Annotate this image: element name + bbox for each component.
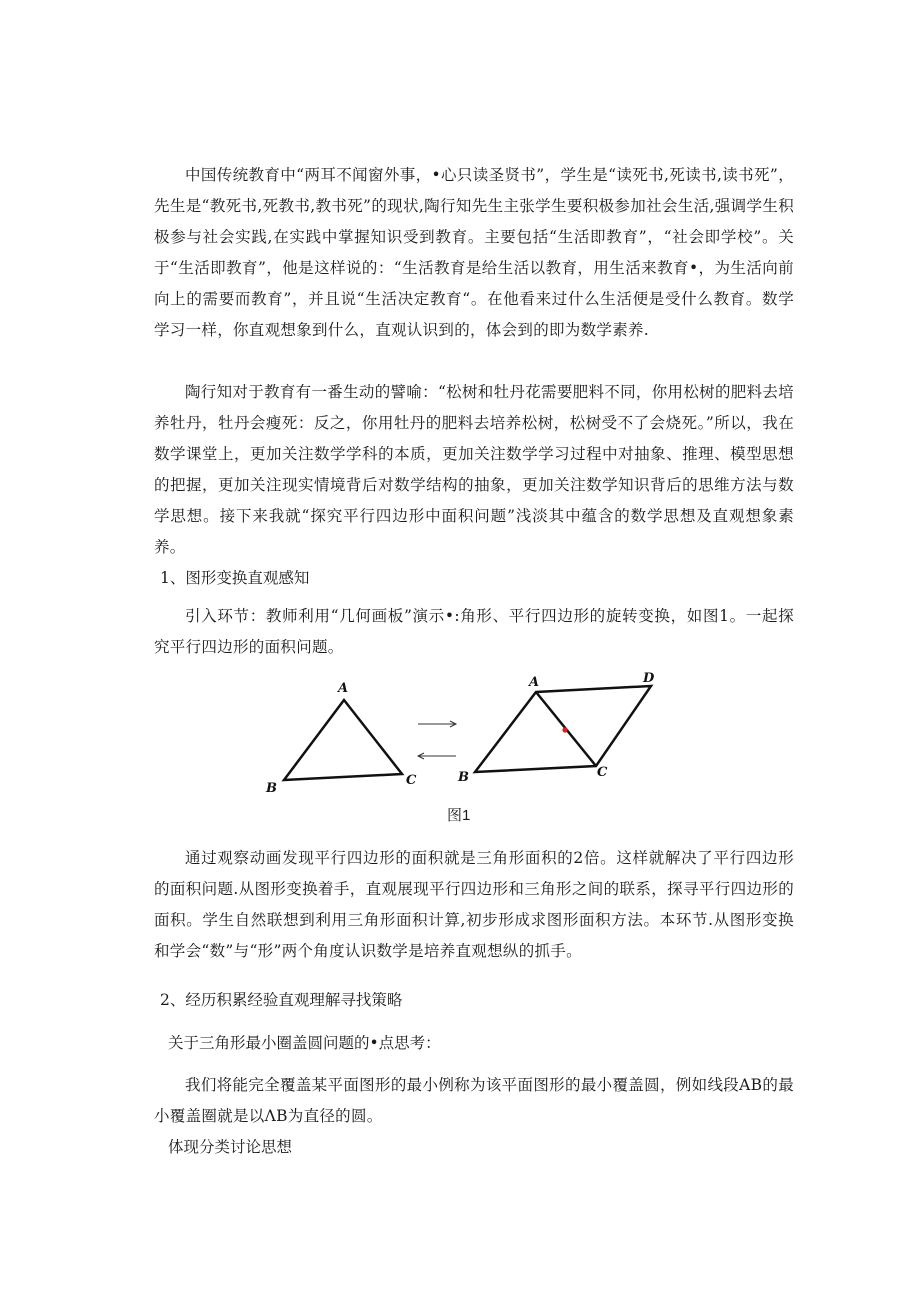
label-right-c: C — [597, 765, 608, 780]
right-arrow-icon — [418, 721, 456, 727]
label-right-b: B — [458, 770, 469, 785]
label-right-a: A — [529, 675, 540, 690]
figure-1 — [260, 672, 680, 800]
left-arrow-icon — [418, 753, 456, 759]
label-left-b: B — [266, 781, 277, 796]
label-right-d: D — [643, 672, 655, 686]
section-heading-2: 2、经历积累经验直观理解寻找策略 — [160, 991, 403, 1009]
paragraph-covering-circle-definition: 我们将能完全覆盖某平面图形的最小例称为该平面图形的最小覆盖圆，例如线段AB的最小覆盖圈就是以ΛB为直径的圆。 — [154, 1076, 794, 1125]
paragraph-covering-circle-intro: 关于三角形最小圈盖圆问题的•点思考： — [168, 1034, 441, 1052]
paragraph-classification-idea: 体现分类讨论思想 — [168, 1138, 293, 1156]
paragraph-intro: 中国传统教育中“两耳不闻窗外事，•心只读圣贤书”，学生是“读死书,死读书,读书死”，先生是“教死书,死教书,教书死”的现状,陶行知先生主张学生要积极参加社会生活,强调学生积极参与社会实践,在实践中掌握知识受到教育。主要包括“生活即教育”，“社会即学校”。关于“生活即教育”，他是这样说的：“生活教育是给生活以教育，用生活来教育•，为生活向前向上的需要而教育”，并且说“生活决定教育“。在他看来过什么生活便是受什么教育。数学学习一样，你直观想象到什么，直观认识到的，体会到的即为数学素养. — [154, 166, 794, 339]
figure-1-diagram — [260, 672, 680, 800]
label-left-a: A — [338, 681, 349, 696]
paragraph-figure-intro: 引入环节：教师利用“几何画板”演示•:角形、平行四边形的旋转变换，如图1。一起探究平行四边形的面积问题。 — [154, 607, 794, 656]
paragraph-tao-metaphor: 陶行知对于教育有一番生动的譬喻：“松树和牡丹花需要肥料不同，你用松树的肥料去培养牡丹，牡丹会瘦死：反之，你用牡丹的肥料去培养松树，松树受不了会烧死。”所以，我在数学课堂上，更加关注数学学科的本质，更加关注数学学习过程中对抽象、推理、模型思想的把握，更加关注现实情境背后对数学结构的抽象，更加关注数学知识背后的思维方法与数学思想。接下来我就“探究平行四边形中面积问题”浅淡其中蕴含的数学思想及直观想象素养。 — [154, 383, 794, 556]
label-left-c: C — [406, 773, 417, 788]
midpoint-marker — [562, 727, 567, 732]
figure-caption: 图1 — [447, 807, 471, 824]
section-heading-1: 1、图形变换直观感知 — [160, 569, 310, 587]
paragraph-figure-discussion: 通过观察动画发现平行四边形的面积就是三角形面积的2倍。这样就解决了平行四边形的面积问题.从图形变换着手，直观展现平行四边形和三角形之间的联系，探寻平行四边形的面积。学生自然联想到利用三角形面积计算,初步形成求图形面积方法。本环节.从图形变换和学会“数”与“形”两个角度认识数学是培养直观想纵的抓手。 — [154, 849, 794, 960]
triangle-abc — [284, 700, 402, 780]
